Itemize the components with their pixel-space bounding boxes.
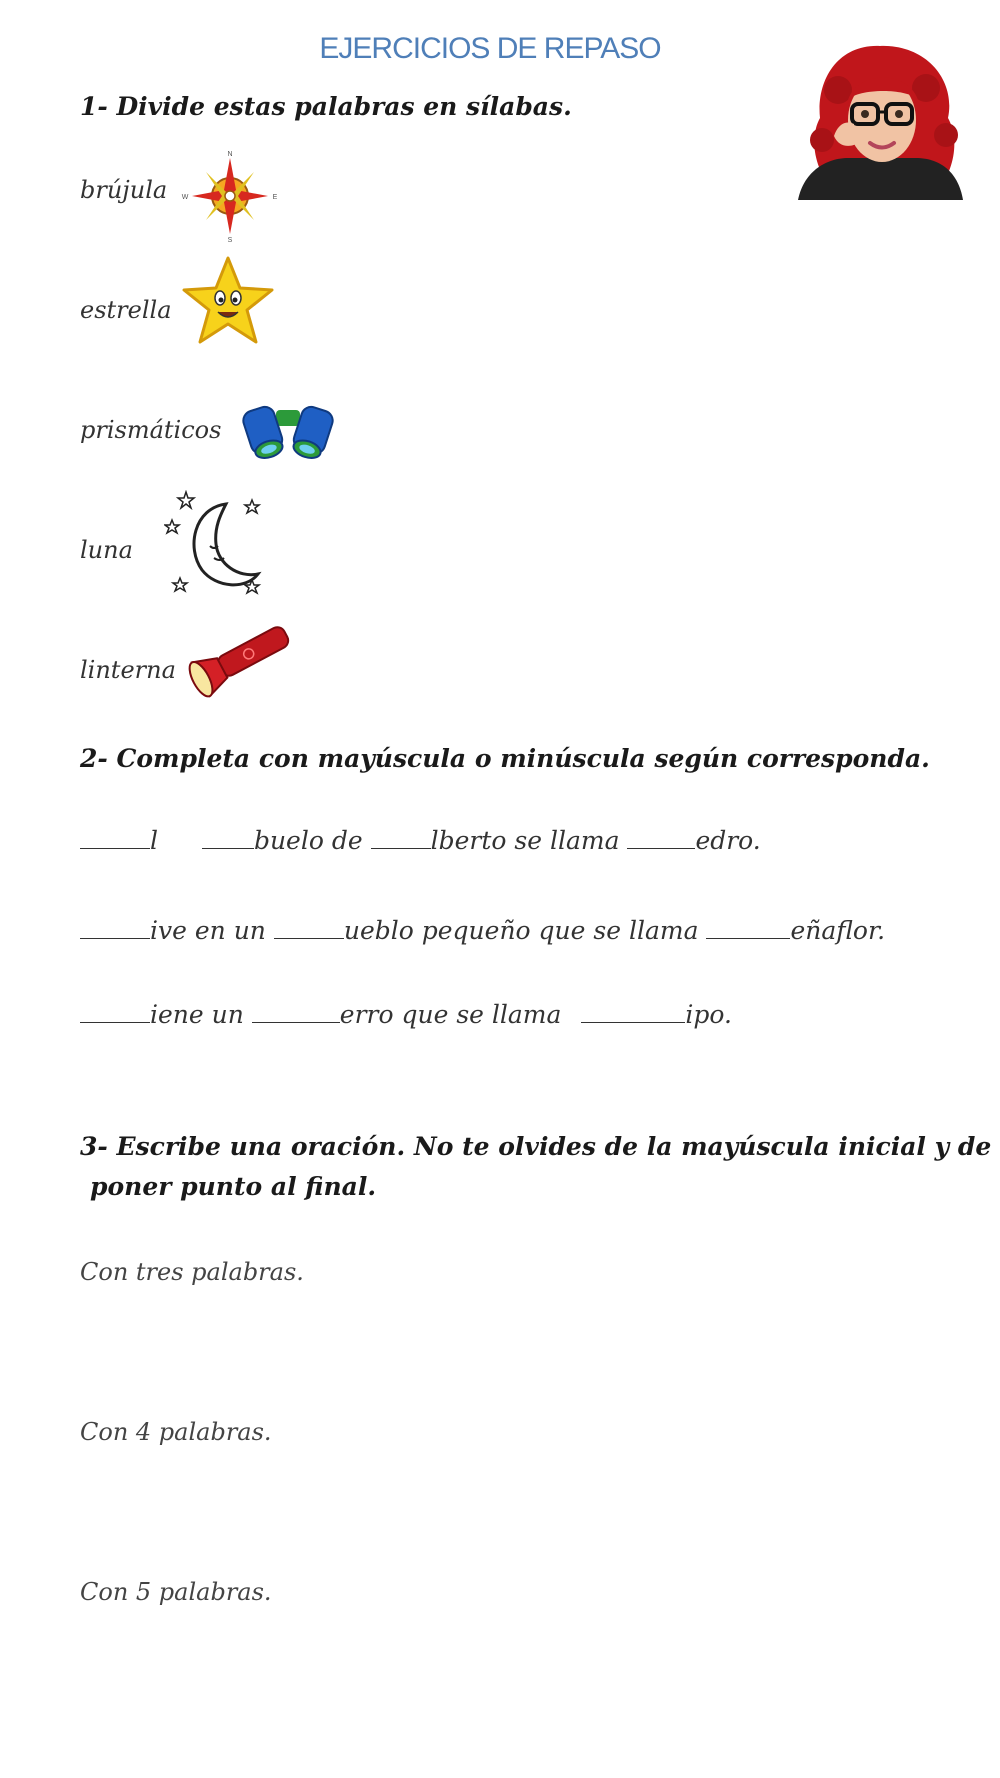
section-2-heading: 2- Completa con mayúscula o minúscula según corresponda. xyxy=(80,744,930,773)
prompt-five-words: Con 5 palabras. xyxy=(80,1578,272,1606)
compass-e-letter: E xyxy=(272,194,278,201)
section-3-heading: 3- Escribe una oración. No te olvides de la mayúscula inicial y de xyxy=(80,1132,992,1161)
compass-s-letter: S xyxy=(227,237,233,242)
star-icon xyxy=(180,254,276,346)
sentence-text: ueblo pequeño que se llama xyxy=(343,916,699,945)
fill-blank[interactable] xyxy=(371,828,431,849)
sentence-line-2 xyxy=(80,916,885,945)
section-1-heading: 1- Divide estas palabras en sílabas. xyxy=(80,92,572,121)
word-estrella: estrella xyxy=(80,296,172,324)
sentence-text: l xyxy=(150,826,158,855)
section-3-heading-cont: poner punto al final. xyxy=(90,1172,377,1201)
sentence-line-1 xyxy=(80,826,761,855)
prompt-three-words: Con tres palabras. xyxy=(80,1258,304,1286)
sentence-text: edro. xyxy=(695,826,761,855)
fill-blank[interactable] xyxy=(581,1002,685,1023)
answer-area-1[interactable] xyxy=(80,1300,960,1400)
word-luna: luna xyxy=(80,536,133,564)
sentence-text: ipo. xyxy=(685,1000,732,1029)
page-title: EJERCICIOS DE REPASO xyxy=(319,32,661,65)
answer-area-3[interactable] xyxy=(80,1620,960,1740)
fill-blank[interactable] xyxy=(627,828,695,849)
compass-w-letter: W xyxy=(181,194,189,201)
moon-icon xyxy=(164,490,268,596)
compass-icon xyxy=(180,150,280,242)
fill-blank[interactable] xyxy=(706,918,790,939)
word-brujula: brújula xyxy=(80,176,168,204)
teacher-avatar-icon xyxy=(798,40,963,200)
word-prismaticos: prismáticos xyxy=(80,416,222,444)
sentence-text: erro que se llama xyxy=(339,1000,562,1029)
sentence-text: lberto se llama xyxy=(430,826,620,855)
sentence-text: eñaflor. xyxy=(790,916,886,945)
word-linterna: linterna xyxy=(80,656,176,684)
avatar xyxy=(798,40,963,200)
fill-blank[interactable] xyxy=(80,1002,150,1023)
fill-blank[interactable] xyxy=(202,828,254,849)
sentence-text: ive en un xyxy=(150,916,266,945)
answer-area-2[interactable] xyxy=(80,1460,960,1560)
compass-n-letter: N xyxy=(227,151,233,158)
prompt-four-words: Con 4 palabras. xyxy=(80,1418,272,1446)
sentence-text: iene un xyxy=(150,1000,244,1029)
flashlight-icon xyxy=(188,618,298,698)
sentence-text: buelo de xyxy=(253,826,363,855)
sentence-line-3 xyxy=(80,1000,732,1029)
fill-blank[interactable] xyxy=(274,918,344,939)
fill-blank[interactable] xyxy=(80,918,150,939)
fill-blank[interactable] xyxy=(80,828,150,849)
fill-blank[interactable] xyxy=(252,1002,340,1023)
binoculars-icon xyxy=(240,388,336,464)
